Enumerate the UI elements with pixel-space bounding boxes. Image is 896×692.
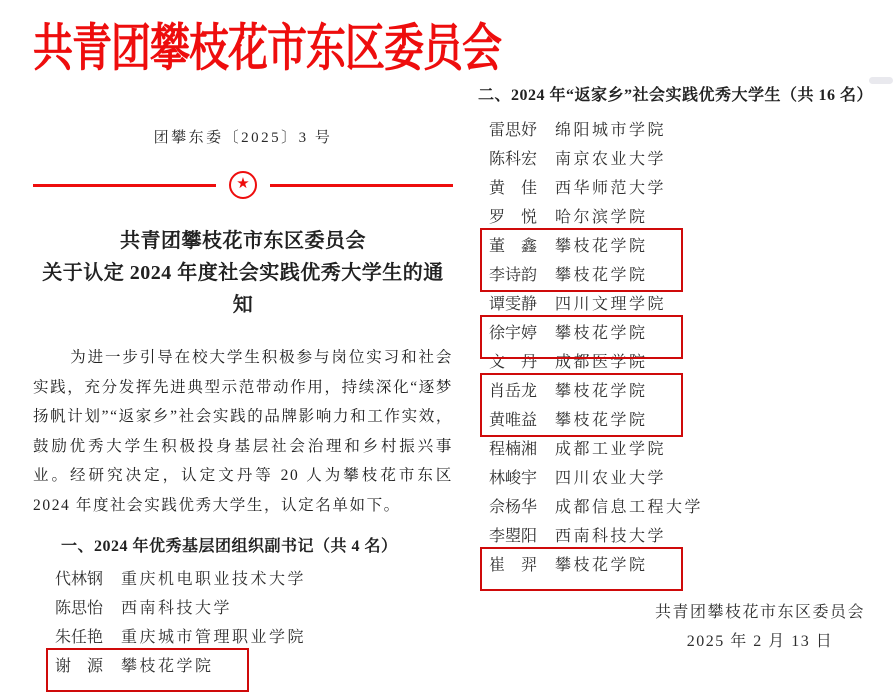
awardee-name: 代林钢	[55, 571, 104, 588]
divider-line-left	[33, 184, 216, 187]
awardee-name: 董 鑫	[489, 238, 538, 255]
awardee-name: 李曌阳	[489, 528, 538, 545]
awardee-name: 罗 悦	[489, 209, 538, 226]
awardee-school: 攀枝花学院	[555, 383, 648, 400]
awardee-name: 雷思妤	[489, 122, 538, 139]
letterhead-divider	[33, 171, 453, 199]
awardee-name: 朱任艳	[55, 629, 104, 646]
section2-heading: 二、2024 年“返家乡”社会实践优秀大学生（共 16 名）	[478, 87, 874, 104]
document-left-column	[33, 19, 501, 679]
awardee-school: 绵阳城市学院	[555, 122, 667, 139]
star-icon: ★	[236, 176, 250, 192]
awardee-school: 攀枝花学院	[555, 412, 648, 429]
awardee-school: 攀枝花学院	[121, 658, 214, 675]
awardee-school: 成都医学院	[555, 354, 648, 371]
award-entry-row	[489, 462, 869, 491]
awardee-school: 成都信息工程大学	[555, 499, 704, 516]
awardee-school: 四川文理学院	[555, 296, 667, 313]
signature-date: 2025 年 2 月 13 日	[686, 633, 834, 650]
award-entry-row	[489, 259, 869, 288]
award-entry-row	[55, 621, 453, 650]
awardee-school: 四川农业大学	[555, 470, 667, 487]
awardee-school: 南京农业大学	[555, 151, 667, 168]
award-entry-row	[55, 650, 453, 679]
signature-block	[655, 598, 865, 656]
award-entry-row	[489, 549, 869, 578]
section2-award-list	[489, 114, 869, 578]
awardee-name: 陈思怡	[55, 600, 104, 617]
award-entry-row	[55, 592, 453, 621]
notice-title-line1: 共青团攀枝花市东区委员会	[120, 230, 366, 252]
highlight-box	[489, 230, 869, 288]
award-entry-row	[489, 375, 869, 404]
award-entry-row	[489, 172, 869, 201]
star-circle-icon	[229, 171, 257, 199]
award-entry-row	[489, 404, 869, 433]
awardee-name: 程楠湘	[489, 441, 538, 458]
document-right-column	[465, 82, 874, 578]
awardee-name: 陈科宏	[489, 151, 538, 168]
award-entry-row	[489, 114, 869, 143]
awardee-school: 西南科技大学	[555, 528, 667, 545]
awardee-name: 黄 佳	[489, 180, 538, 197]
signature-org: 共青团攀枝花市东区委员会	[655, 604, 866, 621]
highlight-box	[55, 650, 453, 679]
highlight-box	[489, 549, 869, 578]
awardee-name: 文 丹	[489, 354, 538, 371]
awardee-school: 攀枝花学院	[555, 267, 648, 284]
awardee-school: 攀枝花学院	[555, 238, 648, 255]
document-number: 团攀东委〔2025〕3 号	[153, 130, 333, 146]
award-entry-row	[55, 563, 453, 592]
awardee-school: 攀枝花学院	[555, 325, 648, 342]
awardee-name: 崔 羿	[489, 557, 538, 574]
highlight-box	[489, 317, 869, 346]
award-entry-row	[489, 520, 869, 549]
awardee-name: 林峻宇	[489, 470, 538, 487]
awardee-school: 成都工业学院	[555, 441, 667, 458]
award-entry-row	[489, 143, 869, 172]
awardee-school: 西华师范大学	[555, 180, 667, 197]
award-entry-row	[489, 230, 869, 259]
awardee-school: 重庆机电职业技术大学	[121, 571, 307, 588]
divider-line-right	[270, 184, 453, 187]
awardee-name: 佘杨华	[489, 499, 538, 516]
awardee-school: 攀枝花学院	[555, 557, 648, 574]
award-entry-row	[489, 433, 869, 462]
awardee-name: 谭雯静	[489, 296, 538, 313]
highlight-box	[489, 375, 869, 433]
section1-heading: 一、2024 年优秀基层团组织副书记（共 4 名）	[61, 538, 398, 555]
award-entry-row	[489, 317, 869, 346]
section1-award-list	[55, 563, 453, 679]
awardee-name: 谢 源	[55, 658, 104, 675]
scrollbar-thumb[interactable]	[869, 77, 893, 84]
awardee-name: 肖岳龙	[489, 383, 538, 400]
notice-title-line2: 关于认定 2024 年度社会实践优秀大学生的通知	[42, 262, 444, 316]
awardee-name: 黄唯益	[489, 412, 538, 429]
award-entry-row	[489, 346, 869, 375]
letterhead-title: 共青团攀枝花市东区委员会	[33, 19, 501, 78]
award-entry-row	[489, 201, 869, 230]
awardee-name: 李诗韵	[489, 267, 538, 284]
notice-title	[33, 225, 453, 321]
award-entry-row	[489, 288, 869, 317]
notice-body-paragraph: 为进一步引导在校大学生积极参与岗位实习和社会实践，充分发挥先进典型示范带动作用，持续深化“逐梦扬帆计划”“返家乡”社会实践的品牌影响力和工作实效，鼓励优秀大学生积极投身基层社会治理和乡村振兴事业。经研究决定，认定文丹等 20 人为攀枝花市东区 2024 年度社会实践优秀大学生，认定名单如下。	[33, 349, 453, 514]
awardee-school: 西南科技大学	[121, 600, 233, 617]
awardee-name: 徐宇婷	[489, 325, 538, 342]
award-entry-row	[489, 491, 869, 520]
awardee-school: 哈尔滨学院	[555, 209, 648, 226]
awardee-school: 重庆城市管理职业学院	[121, 629, 307, 646]
